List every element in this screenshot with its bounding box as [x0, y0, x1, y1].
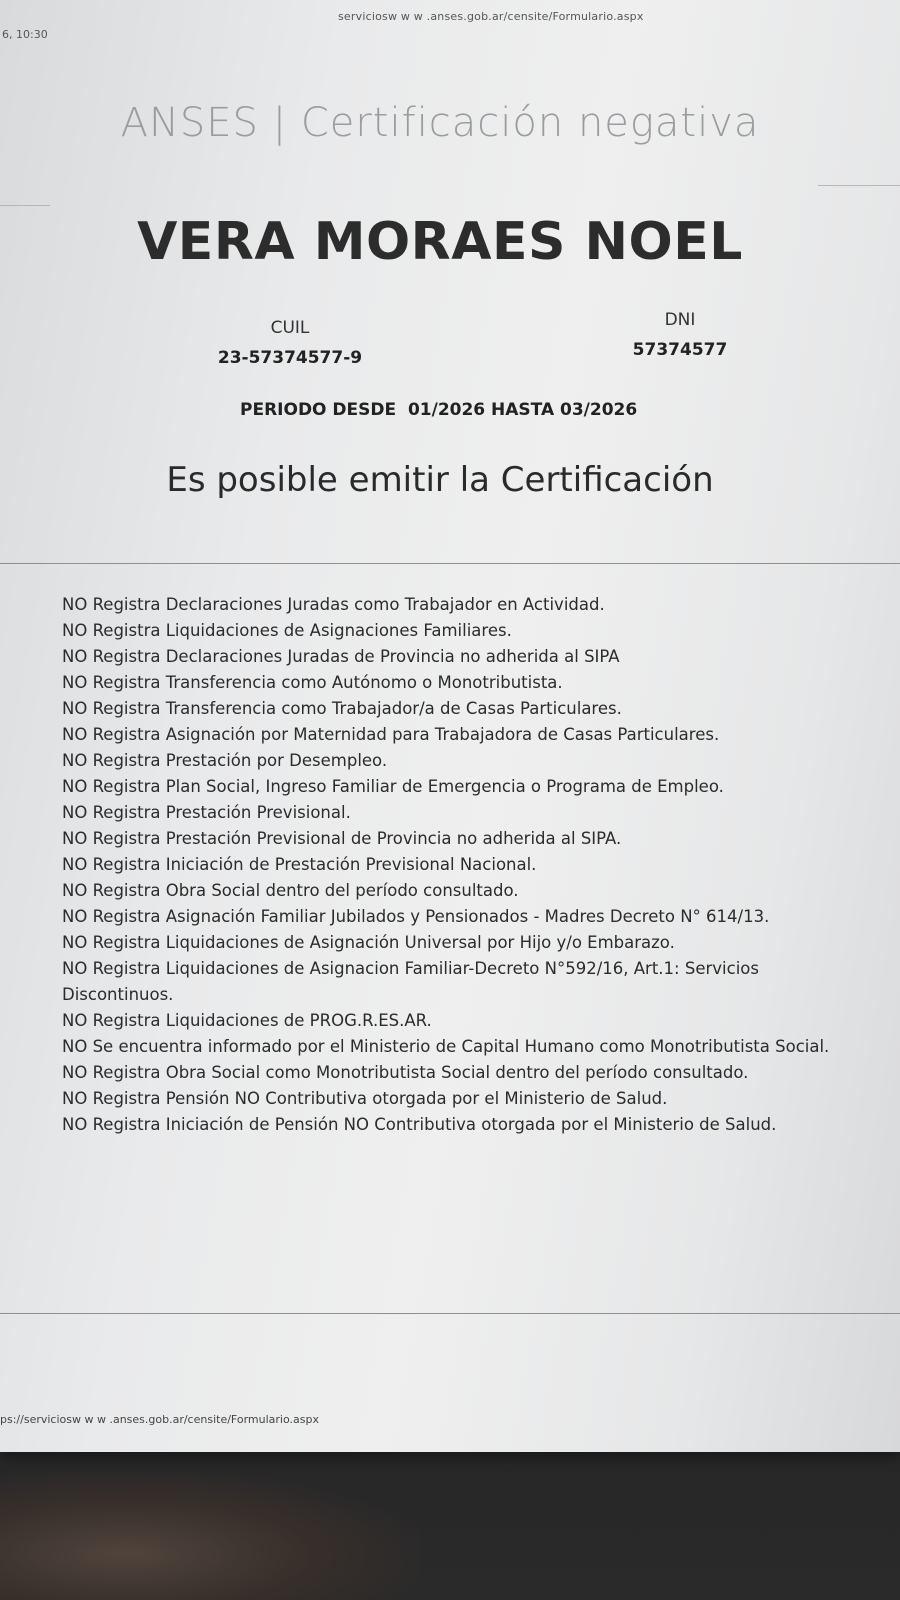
- cuil-value: 23-57374577-9: [217, 348, 363, 368]
- hand-shadow: [0, 1470, 420, 1600]
- list-item: NO Registra Transferencia como Trabajador/a de Casas Particulares.: [62, 699, 622, 718]
- list-item: NO Registra Prestación Previsional de Provincia no adherida al SIPA.: [62, 829, 622, 848]
- list-item: NO Registra Prestación Previsional.: [62, 803, 351, 822]
- dni-value: 57374577: [632, 340, 728, 360]
- list-item: NO Registra Liquidaciones de PROG.R.ES.AR.: [62, 1011, 432, 1030]
- list-item: NO Registra Pensión NO Contributiva otorgada por el Ministerio de Salud.: [62, 1089, 668, 1108]
- print-header-time: 6, 10:30: [2, 28, 48, 41]
- list-item: NO Registra Iniciación de Prestación Previsional Nacional.: [62, 855, 537, 874]
- list-item: NO Registra Liquidaciones de Asignaciones Familiares.: [62, 621, 512, 640]
- list-item: NO Registra Obra Social dentro del período consultado.: [62, 881, 519, 900]
- person-name: VERA MORAES NOEL: [137, 212, 743, 272]
- list-item: NO Registra Liquidaciones de Asignacion Familiar-Decreto N°592/16, Art.1: Servicios Discontinuos.: [62, 959, 759, 1004]
- list-item: NO Registra Asignación Familiar Jubilados y Pensionados - Madres Decreto N° 614/13.: [62, 907, 770, 926]
- list-item: NO Registra Plan Social, Ingreso Familiar de Emergencia o Programa de Empleo.: [62, 777, 724, 796]
- registry-list: [62, 592, 852, 1138]
- certification-status: Es posible emitir la Certificación: [166, 460, 714, 500]
- list-item: NO Registra Declaraciones Juradas de Provincia no adherida al SIPA: [62, 647, 620, 666]
- list-item: NO Registra Declaraciones Juradas como Trabajador en Actividad.: [62, 595, 605, 614]
- list-item: NO Registra Liquidaciones de Asignación Universal por Hijo y/o Embarazo.: [62, 933, 675, 952]
- cuil-label: CUIL: [270, 318, 310, 338]
- print-footer-url: ps://serviciosw w w .anses.gob.ar/censite/Formulario.aspx: [0, 1413, 319, 1426]
- cuil-block: [205, 318, 375, 368]
- list-item: NO Registra Asignación por Maternidad para Trabajadora de Casas Particulares.: [62, 725, 720, 744]
- list-item: NO Registra Obra Social como Monotributista Social dentro del período consultado.: [62, 1063, 749, 1082]
- dni-label: DNI: [664, 310, 696, 330]
- section-divider-bottom: [0, 1313, 900, 1314]
- document-title: ANSES | Certificación negativa: [120, 100, 760, 146]
- right-edge-mark: [818, 185, 900, 186]
- list-item: NO Registra Transferencia como Autónomo o Monotributista.: [62, 673, 563, 692]
- list-item: NO Registra Prestación por Desempleo.: [62, 751, 388, 770]
- section-divider-top: [0, 563, 900, 564]
- dni-block: [615, 310, 745, 360]
- list-item: NO Se encuentra informado por el Ministerio de Capital Humano como Monotributista Social.: [62, 1037, 830, 1056]
- left-edge-mark: [0, 205, 50, 206]
- list-item: NO Registra Iniciación de Pensión NO Contributiva otorgada por el Ministerio de Salud.: [62, 1115, 777, 1134]
- period-range: PERIODO DESDE 01/2026 HASTA 03/2026: [240, 400, 638, 420]
- print-header-url: serviciosw w w .anses.gob.ar/censite/Formulario.aspx: [338, 10, 644, 23]
